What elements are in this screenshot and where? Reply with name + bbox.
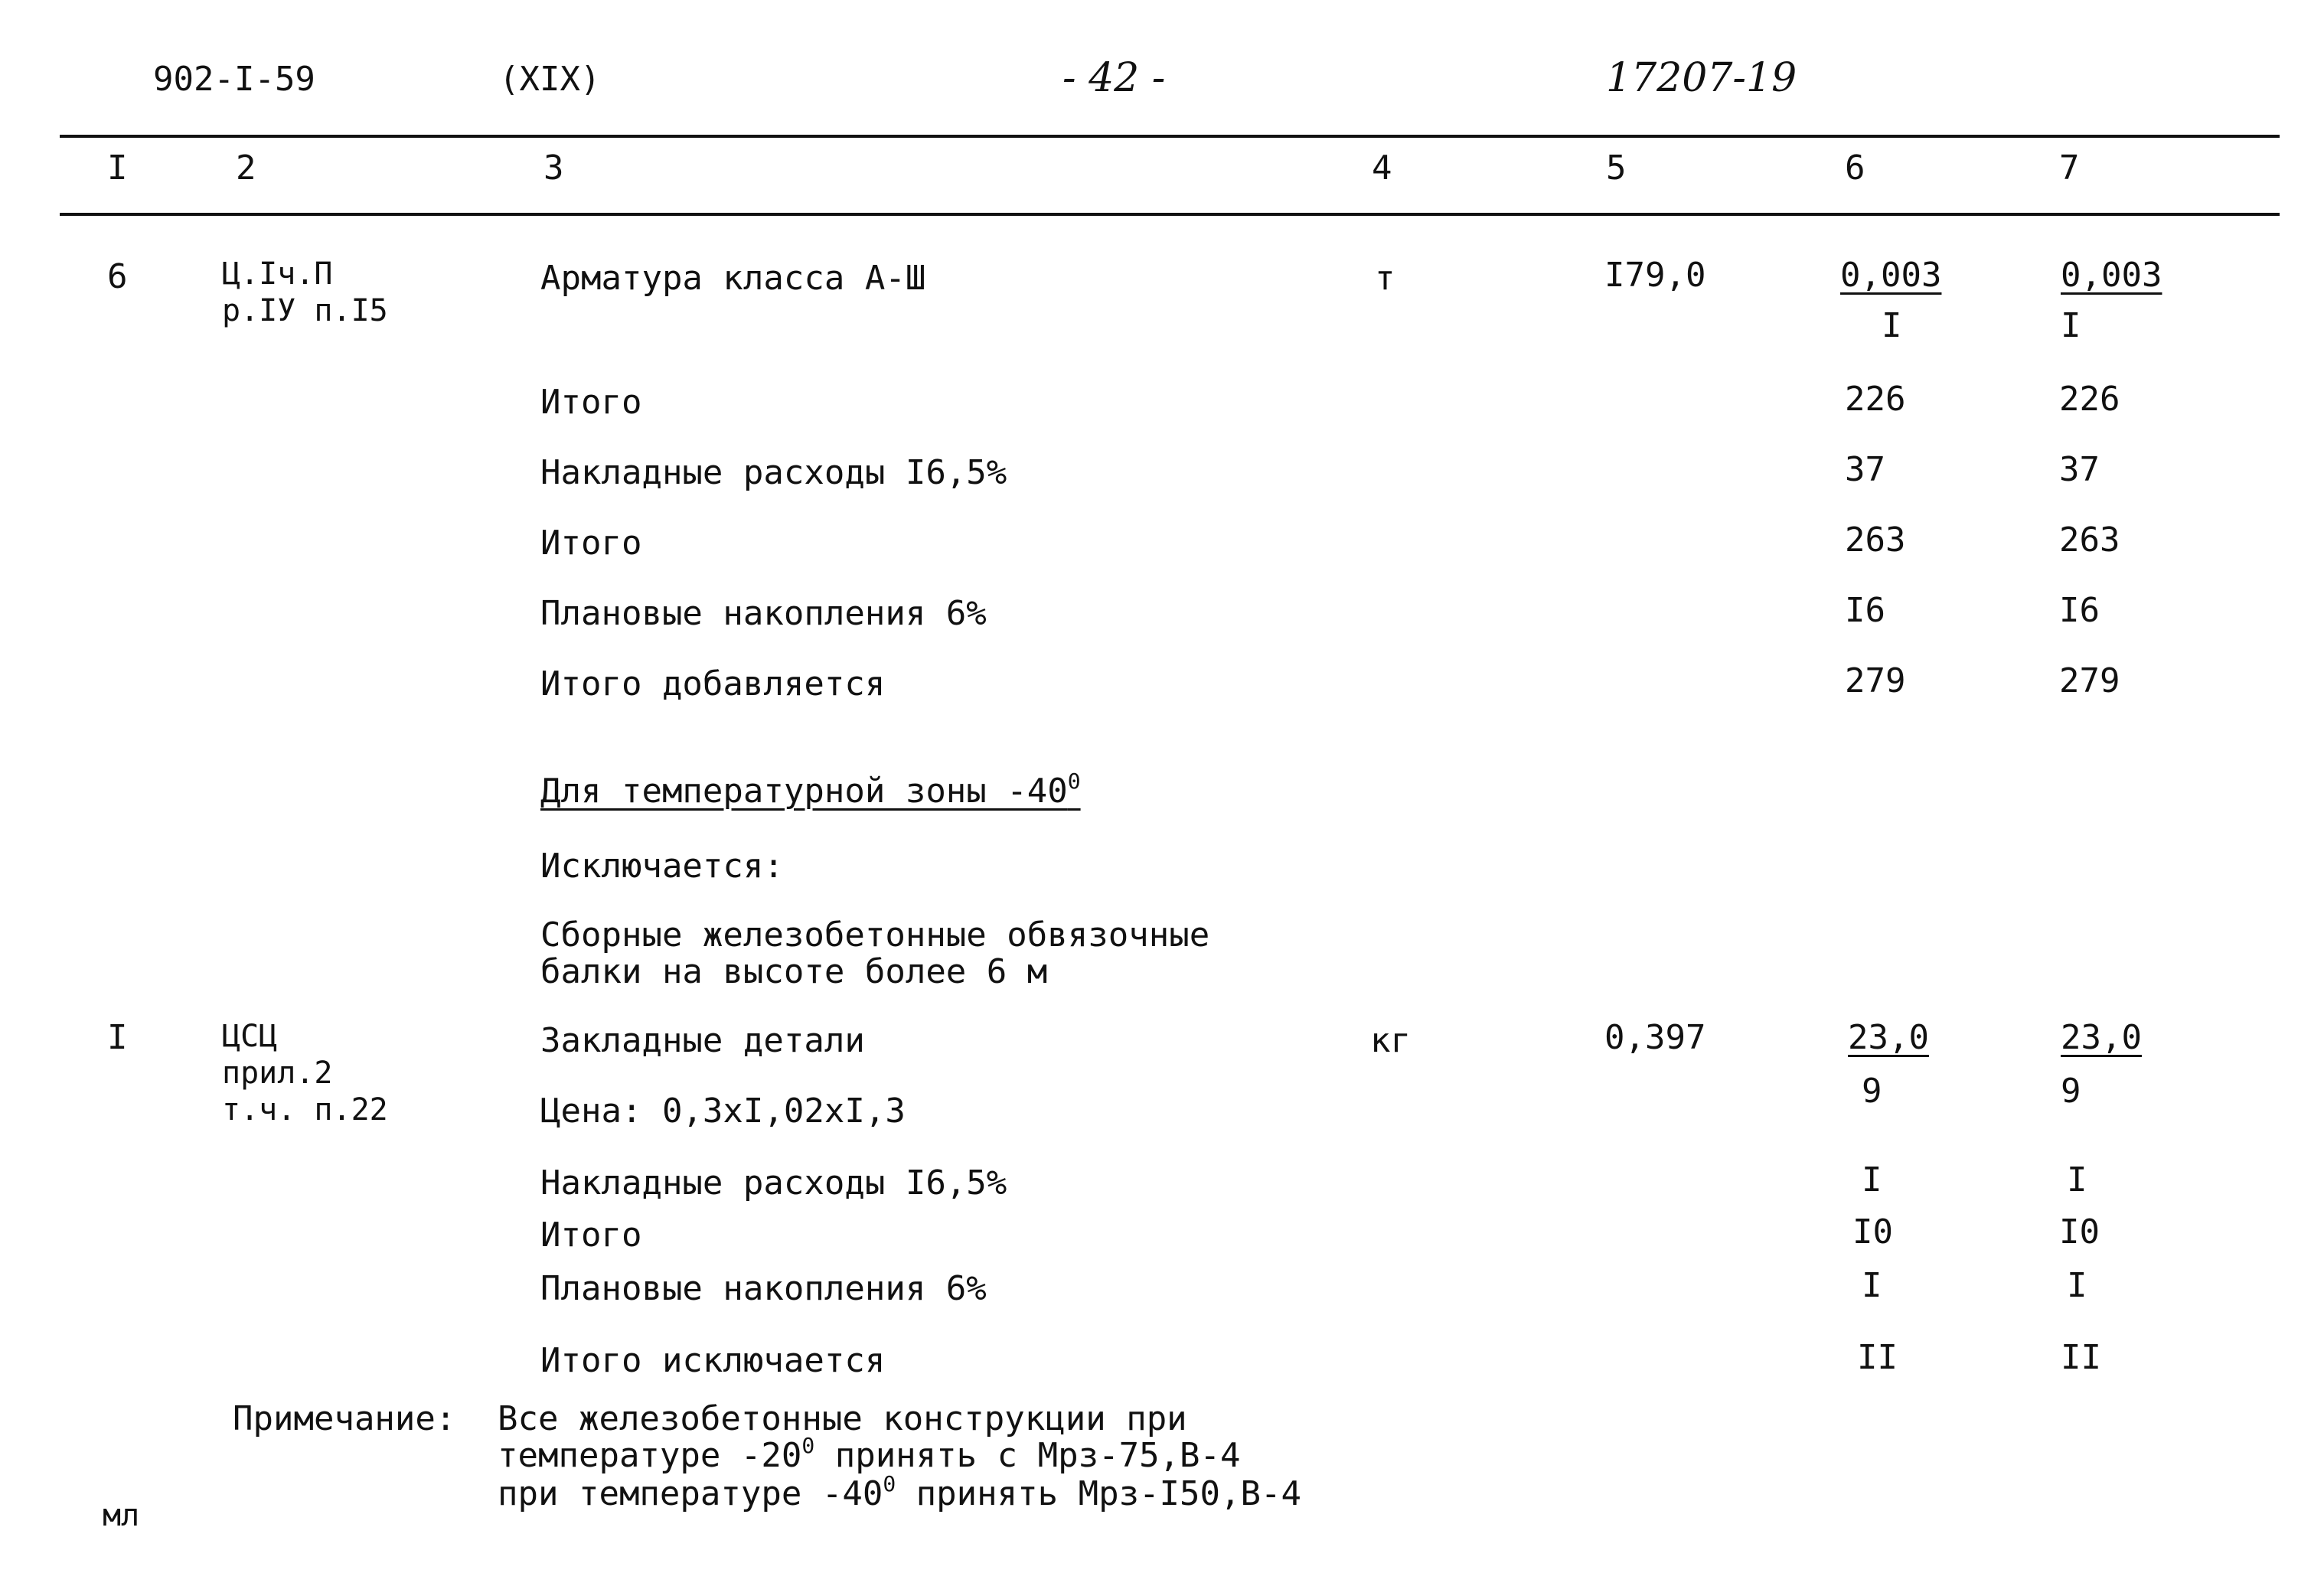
- summary-label: Плановые накопления 6%: [540, 594, 987, 633]
- note-text: Все железобетонные конструкции при: [498, 1399, 1187, 1438]
- summary-value: 263: [1845, 521, 1906, 560]
- section-number: (XIX): [499, 60, 601, 99]
- cost-value: 9: [2061, 1072, 2081, 1111]
- summary-value: 279: [1845, 661, 1906, 700]
- unit: т: [1375, 259, 1395, 298]
- zone-description: Сборные железобетонные обвязочные: [540, 915, 1210, 955]
- summary-value: 279: [2059, 661, 2120, 700]
- column-header: I: [107, 148, 128, 188]
- reference: Ц.Iч.П: [222, 256, 333, 292]
- note-label: Примечание:: [233, 1399, 456, 1438]
- summary-label: Итого: [540, 383, 642, 422]
- top-rule: [60, 135, 2280, 138]
- archive-number: 17207-19: [1606, 55, 1797, 101]
- summary-value: 226: [2059, 380, 2120, 419]
- summary-value: I: [1862, 1266, 1882, 1305]
- reference: т.ч. п.22: [222, 1092, 388, 1128]
- header-rule: [60, 213, 2280, 216]
- summary-value: 37: [2059, 450, 2100, 489]
- reference: прил.2: [222, 1056, 333, 1091]
- quantity-value: 0,003: [2061, 256, 2162, 295]
- summary-value: 37: [1845, 450, 1885, 489]
- cost-value: I: [2061, 306, 2081, 345]
- summary-value: I: [2067, 1266, 2087, 1305]
- summary-value: I: [2067, 1160, 2087, 1199]
- unit-price: I79,0: [1604, 256, 1706, 295]
- summary-label: Итого исключается: [540, 1341, 886, 1380]
- note-text: температуре $-20^0$ принять с Мрз-75,В-4: [498, 1433, 1241, 1475]
- quantity-value: 0,003: [1840, 256, 1942, 295]
- summary-label: Итого добавляется: [540, 664, 886, 703]
- item-name: Закладные детали: [540, 1021, 865, 1060]
- cost-value: 9: [1862, 1072, 1882, 1111]
- row-number: 6: [107, 257, 128, 296]
- zone-description: балки на высоте более 6 м: [540, 952, 1048, 991]
- column-header: 4: [1372, 148, 1392, 188]
- summary-value: I: [1862, 1160, 1882, 1199]
- unit: кг: [1370, 1021, 1411, 1060]
- summary-value: I0: [2059, 1212, 2100, 1252]
- summary-label: Итого: [540, 1216, 642, 1255]
- cost-value: I: [1882, 306, 1902, 345]
- note-text: при температуре $-40^0$ принять Мрз-I50,В-4: [498, 1471, 1301, 1513]
- reference: ЦСЦ: [222, 1019, 278, 1054]
- summary-value: II: [1857, 1338, 1898, 1377]
- unit-price: 0,397: [1604, 1018, 1706, 1057]
- summary-label: Накладные расходы I6,5%: [540, 1163, 1007, 1203]
- summary-label: Накладные расходы I6,5%: [540, 453, 1007, 492]
- summary-value: I6: [1845, 591, 1885, 630]
- doc-code: 902-I-59: [153, 60, 315, 99]
- page-number: - 42 -: [1062, 55, 1166, 101]
- summary-value: II: [2061, 1338, 2101, 1377]
- summary-value: I0: [1852, 1212, 1893, 1252]
- quantity-value: 23,0: [2061, 1018, 2142, 1057]
- column-header: 6: [1845, 148, 1865, 188]
- price-calculation: Цена: 0,3хI,02хI,3: [540, 1092, 906, 1131]
- reference: р.IУ п.I5: [222, 293, 388, 328]
- column-header: 7: [2059, 148, 2080, 188]
- initials: мл: [103, 1498, 140, 1533]
- column-header: 2: [236, 148, 256, 188]
- row-number: I: [107, 1018, 128, 1057]
- column-header: 3: [543, 148, 564, 188]
- summary-value: 226: [1845, 380, 1906, 419]
- item-name: Арматура класса А-Ш: [540, 259, 926, 298]
- summary-value: 263: [2059, 521, 2120, 560]
- summary-value: I6: [2059, 591, 2100, 630]
- summary-label: Итого: [540, 524, 642, 563]
- excluded-label: Исключается:: [540, 847, 784, 886]
- quantity-value: 23,0: [1848, 1018, 1929, 1057]
- summary-label: Плановые накопления 6%: [540, 1269, 987, 1308]
- zone-heading: Для температурной зоны $-40^0$: [540, 769, 1081, 811]
- column-header: 5: [1606, 148, 1627, 188]
